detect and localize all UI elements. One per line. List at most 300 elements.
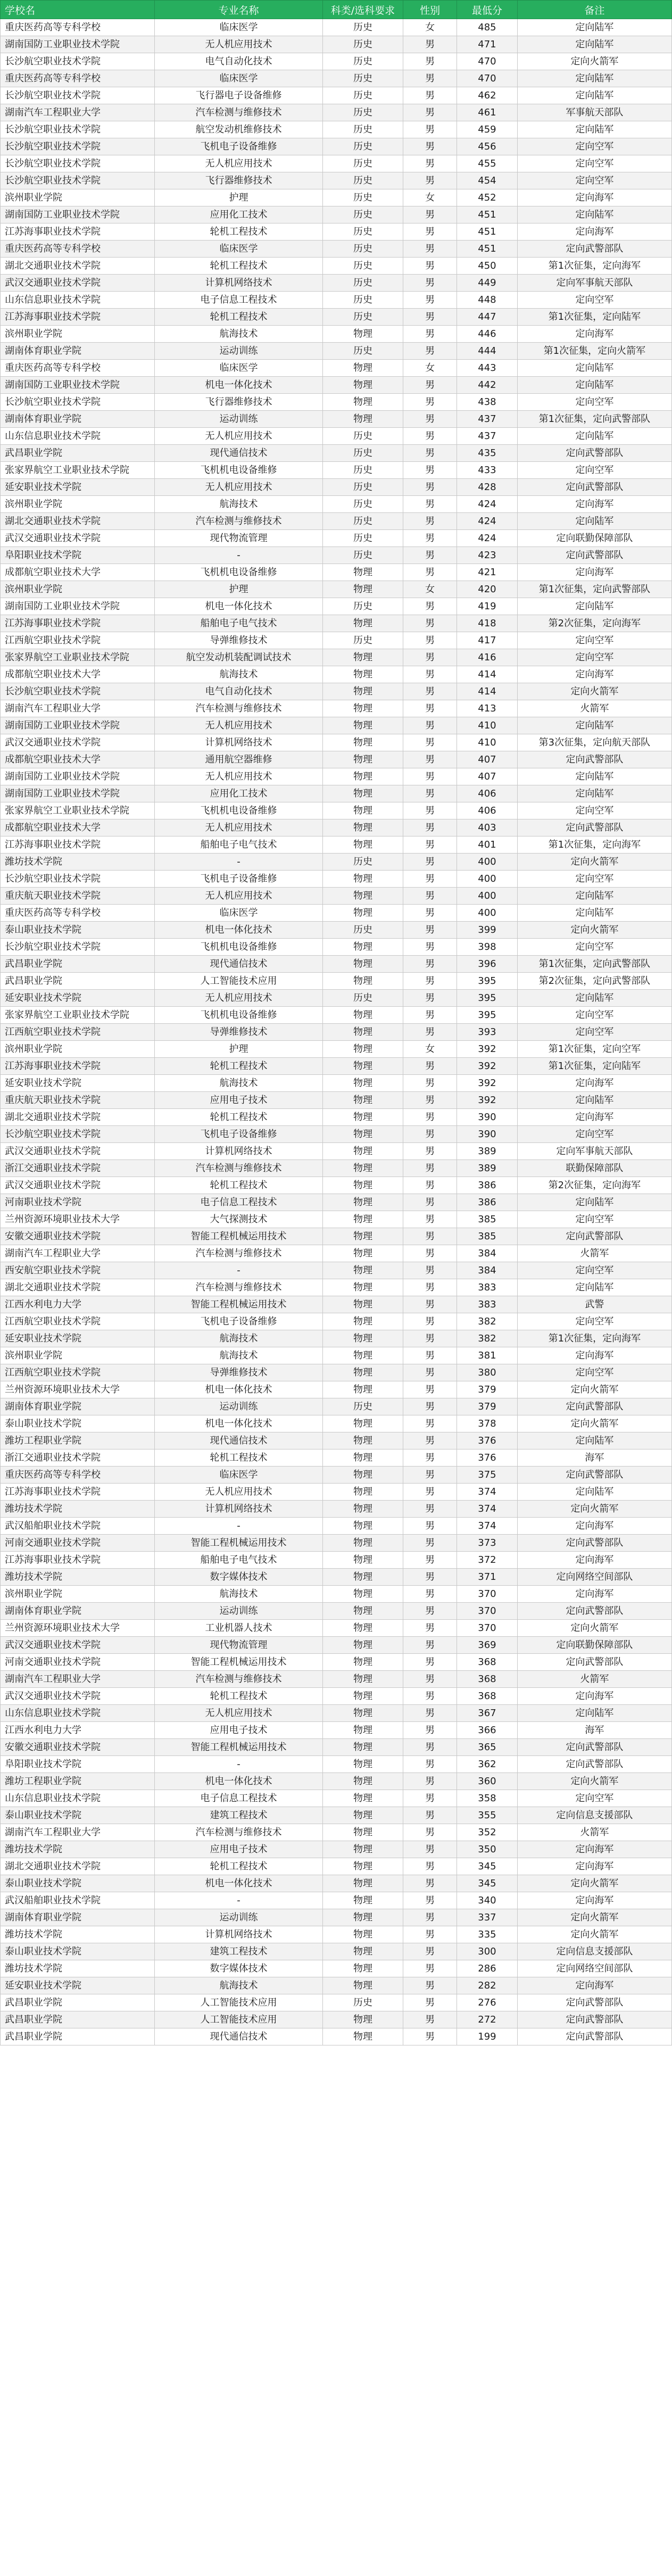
gender-cell: 男 <box>403 1415 457 1432</box>
table-row[interactable] <box>1 1296 672 1313</box>
table-row[interactable] <box>1 1892 672 1909</box>
score-cell: 286 <box>457 1960 518 1977</box>
subject-cell: 物理 <box>322 326 403 343</box>
table-row[interactable] <box>1 1092 672 1109</box>
gender-cell: 男 <box>403 1432 457 1449</box>
note-cell: 军事航天部队 <box>517 104 671 121</box>
score-cell: 400 <box>457 871 518 888</box>
gender-cell: 男 <box>403 1024 457 1041</box>
subject-cell: 历史 <box>322 258 403 275</box>
school-cell: 武昌职业学院 <box>1 956 155 973</box>
gender-cell: 女 <box>403 19 457 36</box>
table-row[interactable] <box>1 734 672 751</box>
gender-cell: 男 <box>403 1841 457 1858</box>
table-row[interactable] <box>1 1109 672 1126</box>
gender-cell: 男 <box>403 530 457 547</box>
table-row[interactable] <box>1 615 672 632</box>
table-row[interactable] <box>1 683 672 700</box>
gender-cell: 男 <box>403 1058 457 1075</box>
major-cell: 临床医学 <box>155 905 323 922</box>
column-header-subject[interactable]: 科类/选科要求 <box>322 1 403 19</box>
major-cell: 现代通信技术 <box>155 2028 323 2045</box>
table-row[interactable] <box>1 956 672 973</box>
gender-cell: 男 <box>403 666 457 683</box>
table-row[interactable] <box>1 223 672 241</box>
score-cell: 424 <box>457 496 518 513</box>
table-row[interactable] <box>1 1943 672 1960</box>
major-cell: 应用电子技术 <box>155 1841 323 1858</box>
major-cell: 汽车检测与维修技术 <box>155 700 323 717</box>
table-row[interactable] <box>1 1024 672 1041</box>
table-row[interactable] <box>1 360 672 377</box>
subject-cell: 物理 <box>322 1330 403 1347</box>
subject-cell: 物理 <box>322 1620 403 1637</box>
table-row[interactable] <box>1 462 672 479</box>
major-cell: 无人机应用技术 <box>155 819 323 836</box>
gender-cell: 男 <box>403 1484 457 1501</box>
major-cell: 应用电子技术 <box>155 1722 323 1739</box>
table-row[interactable] <box>1 1824 672 1841</box>
subject-cell: 物理 <box>322 1347 403 1364</box>
gender-cell: 男 <box>403 462 457 479</box>
subject-cell: 物理 <box>322 700 403 717</box>
table-row[interactable] <box>1 428 672 445</box>
subject-cell: 历史 <box>322 496 403 513</box>
score-cell: 401 <box>457 836 518 854</box>
table-row[interactable] <box>1 189 672 206</box>
note-cell: 定向陆军 <box>517 377 671 394</box>
table-row[interactable] <box>1 1926 672 1943</box>
major-cell: 航海技术 <box>155 496 323 513</box>
table-row[interactable] <box>1 36 672 53</box>
major-cell: 现代通信技术 <box>155 956 323 973</box>
note-cell: 第1次征集，定向空军 <box>517 1041 671 1058</box>
major-cell: 飞机机电设备维修 <box>155 1007 323 1024</box>
gender-cell: 男 <box>403 2028 457 2045</box>
school-cell: 湖北交通职业技术学院 <box>1 1279 155 1296</box>
table-row[interactable] <box>1 1875 672 1892</box>
score-cell: 451 <box>457 241 518 258</box>
table-row[interactable] <box>1 1398 672 1415</box>
table-row[interactable] <box>1 104 672 121</box>
table-row[interactable] <box>1 1007 672 1024</box>
major-cell: 轮机工程技术 <box>155 1688 323 1705</box>
major-cell: 无人机应用技术 <box>155 479 323 496</box>
table-row[interactable] <box>1 1518 672 1535</box>
school-cell: 滨州职业学院 <box>1 496 155 513</box>
major-cell: 无人机应用技术 <box>155 155 323 172</box>
note-cell: 定向陆军 <box>517 785 671 802</box>
major-cell: 飞行器维修技术 <box>155 394 323 411</box>
table-row[interactable] <box>1 785 672 802</box>
table-row[interactable] <box>1 1449 672 1467</box>
table-row[interactable] <box>1 1773 672 1790</box>
gender-cell: 男 <box>403 547 457 564</box>
school-cell: 江西水利电力大学 <box>1 1722 155 1739</box>
subject-cell: 物理 <box>322 1177 403 1194</box>
note-cell: 定向武警部队 <box>517 1739 671 1756</box>
major-cell: 工业机器人技术 <box>155 1620 323 1637</box>
table-row[interactable] <box>1 2011 672 2028</box>
gender-cell: 男 <box>403 258 457 275</box>
table-row[interactable] <box>1 564 672 581</box>
table-row[interactable] <box>1 1041 672 1058</box>
table-row[interactable] <box>1 53 672 70</box>
table-row[interactable] <box>1 394 672 411</box>
school-cell: 湖北交通职业技术学院 <box>1 1858 155 1875</box>
note-cell: 第1次征集，定向武警部队 <box>517 956 671 973</box>
table-row[interactable] <box>1 1484 672 1501</box>
table-row[interactable] <box>1 479 672 496</box>
table-row[interactable] <box>1 1279 672 1296</box>
table-row[interactable] <box>1 1603 672 1620</box>
gender-cell: 男 <box>403 1569 457 1586</box>
table-row[interactable] <box>1 802 672 819</box>
table-row[interactable] <box>1 1909 672 1926</box>
table-row[interactable] <box>1 1535 672 1552</box>
table-row[interactable] <box>1 836 672 854</box>
school-cell: 西安航空职业技术学院 <box>1 1262 155 1279</box>
note-cell: 定向火箭军 <box>517 854 671 871</box>
score-cell: 358 <box>457 1790 518 1807</box>
score-cell: 373 <box>457 1535 518 1552</box>
table-row[interactable] <box>1 1620 672 1637</box>
table-row[interactable] <box>1 854 672 871</box>
table-row[interactable] <box>1 1637 672 1654</box>
table-row[interactable] <box>1 666 672 683</box>
gender-cell: 男 <box>403 1773 457 1790</box>
gender-cell: 男 <box>403 1926 457 1943</box>
note-cell: 定向空军 <box>517 1007 671 1024</box>
major-cell: 机电一体化技术 <box>155 1381 323 1398</box>
table-row[interactable] <box>1 905 672 922</box>
subject-cell: 物理 <box>322 1722 403 1739</box>
gender-cell: 男 <box>403 1177 457 1194</box>
subject-cell: 历史 <box>322 121 403 138</box>
subject-cell: 历史 <box>322 530 403 547</box>
table-row[interactable] <box>1 632 672 649</box>
major-cell: 建筑工程技术 <box>155 1943 323 1960</box>
score-cell: 451 <box>457 223 518 241</box>
table-row[interactable] <box>1 275 672 292</box>
table-row[interactable] <box>1 1671 672 1688</box>
score-cell: 403 <box>457 819 518 836</box>
table-row[interactable] <box>1 1739 672 1756</box>
school-cell: 河南职业技术学院 <box>1 1194 155 1211</box>
note-cell: 定向海军 <box>517 223 671 241</box>
score-cell: 350 <box>457 1841 518 1858</box>
table-row[interactable] <box>1 326 672 343</box>
gender-cell: 男 <box>403 939 457 956</box>
table-row[interactable] <box>1 1960 672 1977</box>
school-cell: 湖南汽车工程职业大学 <box>1 1671 155 1688</box>
major-cell: 飞机机电设备维修 <box>155 802 323 819</box>
score-cell: 392 <box>457 1041 518 1058</box>
major-cell: 建筑工程技术 <box>155 1807 323 1824</box>
subject-cell: 物理 <box>322 1637 403 1654</box>
note-cell: 定向陆军 <box>517 1705 671 1722</box>
score-cell: 437 <box>457 411 518 428</box>
table-row[interactable] <box>1 1501 672 1518</box>
table-row[interactable] <box>1 1245 672 1262</box>
subject-cell: 物理 <box>322 1262 403 1279</box>
table-row[interactable] <box>1 1126 672 1143</box>
gender-cell: 男 <box>403 1398 457 1415</box>
table-row[interactable] <box>1 1330 672 1347</box>
school-cell: 武昌职业学院 <box>1 445 155 462</box>
subject-cell: 历史 <box>322 309 403 326</box>
table-row[interactable] <box>1 1058 672 1075</box>
note-cell: 定向武警部队 <box>517 2028 671 2045</box>
table-row[interactable] <box>1 1841 672 1858</box>
table-row[interactable] <box>1 922 672 939</box>
table-row[interactable] <box>1 990 672 1007</box>
gender-cell: 男 <box>403 1875 457 1892</box>
table-row[interactable] <box>1 871 672 888</box>
table-row[interactable] <box>1 1211 672 1228</box>
note-cell: 定向火箭军 <box>517 1926 671 1943</box>
score-cell: 369 <box>457 1637 518 1654</box>
column-header-major[interactable]: 专业名称 <box>155 1 323 19</box>
table-row[interactable] <box>1 138 672 155</box>
school-cell: 长沙航空职业技术学院 <box>1 138 155 155</box>
major-cell: 航海技术 <box>155 326 323 343</box>
table-row[interactable] <box>1 717 672 734</box>
score-cell: 400 <box>457 888 518 905</box>
score-cell: 452 <box>457 189 518 206</box>
score-cell: 371 <box>457 1569 518 1586</box>
score-cell: 392 <box>457 1058 518 1075</box>
score-cell: 370 <box>457 1603 518 1620</box>
gender-cell: 男 <box>403 598 457 615</box>
table-row[interactable] <box>1 1415 672 1432</box>
table-row[interactable] <box>1 1347 672 1364</box>
column-header-note[interactable]: 备注 <box>517 1 671 19</box>
column-header-score[interactable]: 最低分 <box>457 1 518 19</box>
table-row[interactable] <box>1 1228 672 1245</box>
school-cell: 武汉船舶职业技术学院 <box>1 1892 155 1909</box>
major-cell: - <box>155 1756 323 1773</box>
school-cell: 湖北交通职业技术学院 <box>1 1109 155 1126</box>
gender-cell: 男 <box>403 1637 457 1654</box>
table-row[interactable] <box>1 258 672 275</box>
table-row[interactable] <box>1 1654 672 1671</box>
table-row[interactable] <box>1 1177 672 1194</box>
subject-cell: 物理 <box>322 1467 403 1484</box>
table-row[interactable] <box>1 649 672 666</box>
note-cell: 定向空军 <box>517 172 671 189</box>
table-row[interactable] <box>1 751 672 768</box>
note-cell: 定向陆军 <box>517 121 671 138</box>
table-row[interactable] <box>1 206 672 223</box>
table-row[interactable] <box>1 292 672 309</box>
table-row[interactable] <box>1 1143 672 1160</box>
note-cell: 定向海军 <box>517 189 671 206</box>
note-cell: 武警 <box>517 1296 671 1313</box>
table-row[interactable] <box>1 19 672 36</box>
table-row[interactable] <box>1 155 672 172</box>
score-cell: 282 <box>457 1977 518 1994</box>
score-cell: 395 <box>457 973 518 990</box>
subject-cell: 历史 <box>322 292 403 309</box>
table-row[interactable] <box>1 70 672 87</box>
score-cell: 410 <box>457 734 518 751</box>
note-cell: 定向武警部队 <box>517 445 671 462</box>
table-row[interactable] <box>1 888 672 905</box>
score-cell: 340 <box>457 1892 518 1909</box>
column-header-gender[interactable]: 性别 <box>403 1 457 19</box>
table-row[interactable] <box>1 1262 672 1279</box>
table-row[interactable] <box>1 768 672 785</box>
gender-cell: 男 <box>403 956 457 973</box>
major-cell: 轮机工程技术 <box>155 1449 323 1467</box>
gender-cell: 男 <box>403 496 457 513</box>
table-row[interactable] <box>1 241 672 258</box>
major-cell: 护理 <box>155 1041 323 1058</box>
note-cell: 定向武警部队 <box>517 2011 671 2028</box>
note-cell: 定向火箭军 <box>517 1381 671 1398</box>
school-cell: 泰山职业技术学院 <box>1 922 155 939</box>
gender-cell: 女 <box>403 1041 457 1058</box>
score-cell: 199 <box>457 2028 518 2045</box>
table-row[interactable] <box>1 819 672 836</box>
major-cell: 航空发动机维修技术 <box>155 121 323 138</box>
note-cell: 定向火箭军 <box>517 1875 671 1892</box>
school-cell: 江苏海事职业技术学院 <box>1 1552 155 1569</box>
table-row[interactable] <box>1 496 672 513</box>
note-cell: 定向空军 <box>517 155 671 172</box>
major-cell: 导弹维修技术 <box>155 1024 323 1041</box>
table-row[interactable] <box>1 1075 672 1092</box>
major-cell: 航海技术 <box>155 1075 323 1092</box>
table-row[interactable] <box>1 172 672 189</box>
score-cell: 418 <box>457 615 518 632</box>
score-cell: 406 <box>457 802 518 819</box>
note-cell: 定向空军 <box>517 871 671 888</box>
table-row[interactable] <box>1 598 672 615</box>
table-row[interactable] <box>1 87 672 104</box>
table-row[interactable] <box>1 547 672 564</box>
score-cell: 407 <box>457 751 518 768</box>
gender-cell: 男 <box>403 394 457 411</box>
gender-cell: 男 <box>403 1722 457 1739</box>
note-cell: 火箭军 <box>517 1671 671 1688</box>
table-row[interactable] <box>1 411 672 428</box>
major-cell: 智能工程机械运用技术 <box>155 1739 323 1756</box>
table-row[interactable] <box>1 581 672 598</box>
score-cell: 370 <box>457 1586 518 1603</box>
table-row[interactable] <box>1 973 672 990</box>
score-cell: 362 <box>457 1756 518 1773</box>
table-row[interactable] <box>1 1364 672 1381</box>
table-row[interactable] <box>1 1381 672 1398</box>
table-row[interactable] <box>1 1313 672 1330</box>
table-row[interactable] <box>1 1432 672 1449</box>
school-cell: 武汉交通职业技术学院 <box>1 1177 155 1194</box>
gender-cell: 男 <box>403 87 457 104</box>
table-row[interactable] <box>1 1790 672 1807</box>
note-cell: 定向陆军 <box>517 513 671 530</box>
score-cell: 450 <box>457 258 518 275</box>
table-row[interactable] <box>1 1705 672 1722</box>
column-header-school[interactable]: 学校名 <box>1 1 155 19</box>
school-cell: 湖南体育职业学院 <box>1 1603 155 1620</box>
gender-cell: 男 <box>403 1449 457 1467</box>
subject-cell: 历史 <box>322 70 403 87</box>
subject-cell: 物理 <box>322 768 403 785</box>
table-row[interactable] <box>1 1160 672 1177</box>
school-cell: 武汉船舶职业技术学院 <box>1 1518 155 1535</box>
table-row[interactable] <box>1 377 672 394</box>
note-cell: 定向武警部队 <box>517 1398 671 1415</box>
major-cell: - <box>155 854 323 871</box>
score-cell: 368 <box>457 1671 518 1688</box>
table-row[interactable] <box>1 1807 672 1824</box>
score-cell: 392 <box>457 1075 518 1092</box>
score-cell: 446 <box>457 326 518 343</box>
note-cell: 定向信息支援部队 <box>517 1807 671 1824</box>
note-cell: 定向陆军 <box>517 70 671 87</box>
major-cell: 汽车检测与维修技术 <box>155 1824 323 1841</box>
table-row[interactable] <box>1 309 672 326</box>
table-row[interactable] <box>1 1552 672 1569</box>
score-cell: 407 <box>457 768 518 785</box>
subject-cell: 物理 <box>322 564 403 581</box>
table-row[interactable] <box>1 343 672 360</box>
subject-cell: 物理 <box>322 1279 403 1296</box>
school-cell: 长沙航空职业技术学院 <box>1 1126 155 1143</box>
gender-cell: 男 <box>403 155 457 172</box>
gender-cell: 男 <box>403 1552 457 1569</box>
major-cell: 导弹维修技术 <box>155 632 323 649</box>
gender-cell: 男 <box>403 819 457 836</box>
table-row[interactable] <box>1 445 672 462</box>
table-row[interactable] <box>1 1858 672 1875</box>
table-row[interactable] <box>1 1569 672 1586</box>
table-row[interactable] <box>1 1722 672 1739</box>
subject-cell: 历史 <box>322 36 403 53</box>
gender-cell: 男 <box>403 734 457 751</box>
score-cell: 300 <box>457 1943 518 1960</box>
school-cell: 重庆医药高等专科学校 <box>1 1467 155 1484</box>
note-cell: 定向火箭军 <box>517 53 671 70</box>
subject-cell: 物理 <box>322 1381 403 1398</box>
table-row[interactable] <box>1 2028 672 2045</box>
table-row[interactable] <box>1 939 672 956</box>
table-row[interactable] <box>1 1467 672 1484</box>
table-row[interactable] <box>1 1194 672 1211</box>
table-row[interactable] <box>1 530 672 547</box>
table-row[interactable] <box>1 121 672 138</box>
major-cell: 轮机工程技术 <box>155 258 323 275</box>
score-cell: 400 <box>457 905 518 922</box>
table-row[interactable] <box>1 513 672 530</box>
table-row[interactable] <box>1 1994 672 2011</box>
major-cell: 机电一体化技术 <box>155 377 323 394</box>
table-row[interactable] <box>1 1756 672 1773</box>
table-row[interactable] <box>1 1977 672 1994</box>
school-cell: 长沙航空职业技术学院 <box>1 939 155 956</box>
table-row[interactable] <box>1 1688 672 1705</box>
major-cell: 应用化工技术 <box>155 206 323 223</box>
table-row[interactable] <box>1 700 672 717</box>
note-cell: 定向空军 <box>517 462 671 479</box>
gender-cell: 男 <box>403 1296 457 1313</box>
school-cell: 武汉交通职业技术学院 <box>1 1688 155 1705</box>
table-row[interactable] <box>1 1586 672 1603</box>
score-cell: 380 <box>457 1364 518 1381</box>
school-cell: 江西航空职业技术学院 <box>1 1313 155 1330</box>
